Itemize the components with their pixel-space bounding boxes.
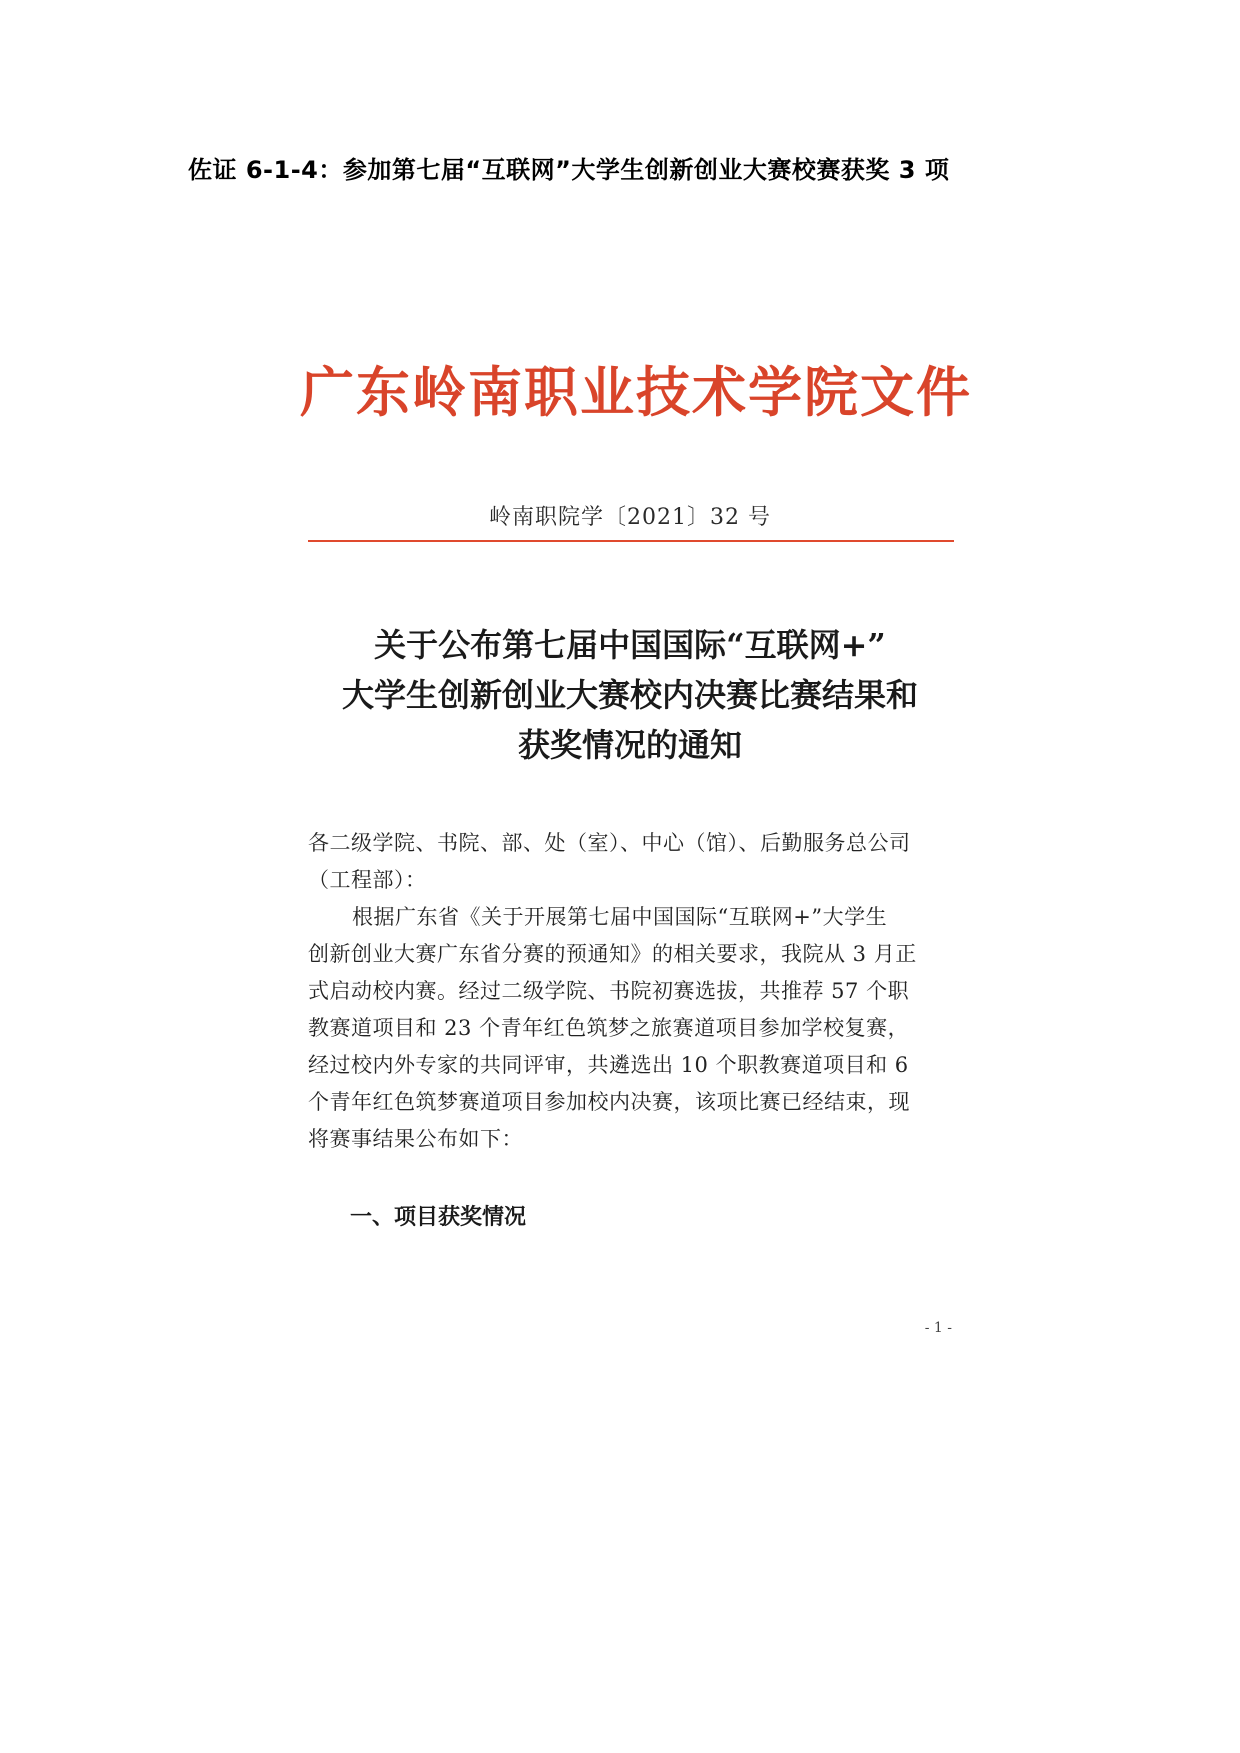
paragraph-line: 个青年红色筑梦赛道项目参加校内决赛，该项比赛已经结束，现 bbox=[308, 1090, 910, 1114]
paragraph-line: 经过校内外专家的共同评审，共遴选出 10 个职教赛道项目和 6 bbox=[308, 1053, 909, 1077]
title-line: 大学生创新创业大赛校内决赛比赛结果和 bbox=[341, 676, 918, 714]
section-heading: 一、项目获奖情况 bbox=[350, 1205, 527, 1230]
page-number: - 1 - bbox=[924, 1320, 952, 1336]
addressee-line: （工程部）： bbox=[308, 868, 427, 892]
evidence-heading: 佐证 6-1-4：参加第七届“互联网”大学生创新创业大赛校赛获奖 3 项 bbox=[188, 156, 950, 184]
title-line: 关于公布第七届中国国际“互联网+” bbox=[374, 626, 886, 664]
document-body bbox=[308, 825, 956, 1158]
addressee-line: 各二级学院、书院、部、处（室）、中心（馆）、后勤服务总公司 bbox=[308, 831, 911, 855]
paragraph-line: 将赛事结果公布如下： bbox=[308, 1127, 523, 1151]
scanned-document bbox=[300, 320, 972, 1340]
paragraph-line: 根据广东省《关于开展第七届中国国际“互联网+”大学生 bbox=[352, 905, 888, 929]
paragraph-line: 教赛道项目和 23 个青年红色筑梦之旅赛道项目参加学校复赛， bbox=[308, 1016, 910, 1040]
document-header: 广东岭南职业技术学院文件 bbox=[300, 360, 972, 424]
paragraph-line: 创新创业大赛广东省分赛的预通知》的相关要求，我院从 3 月正 bbox=[308, 942, 917, 966]
paragraph-line: 式启动校内赛。经过二级学院、书院初赛选拔，共推荐 57 个职 bbox=[308, 979, 910, 1003]
header-divider bbox=[308, 540, 954, 542]
title-line: 获奖情况的通知 bbox=[517, 726, 742, 764]
document-title bbox=[300, 620, 960, 770]
document-number: 岭南职院学〔2021〕32 号 bbox=[489, 505, 771, 530]
